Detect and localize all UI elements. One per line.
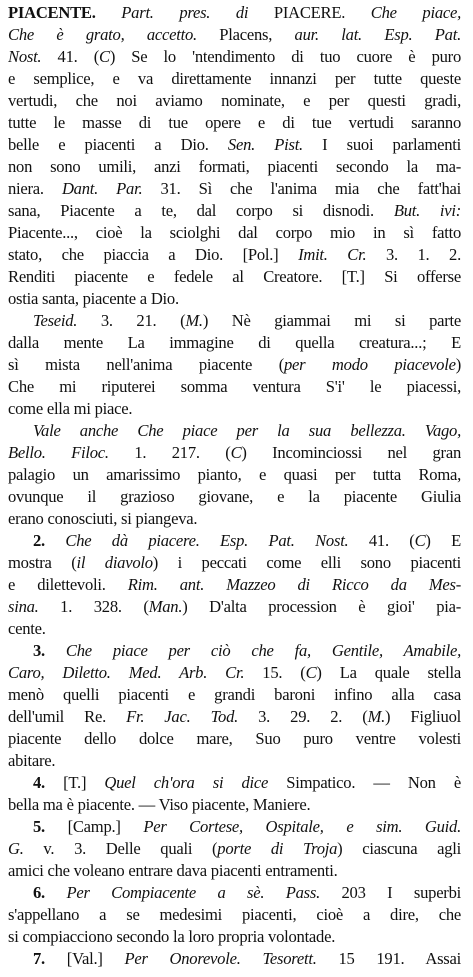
- italic-text: il diavolo: [76, 553, 153, 572]
- sense-number: 2.: [33, 531, 45, 550]
- italic-text: Che è grato, accetto.: [8, 25, 197, 44]
- text-line: [33, 772, 461, 794]
- text-run: [45, 883, 67, 902]
- sense-number: 6.: [33, 883, 45, 902]
- text-run: [45, 641, 66, 660]
- text-line: [8, 354, 461, 376]
- text-run: vertudi, che noi aviamo nominate, e per questi gradi,: [8, 91, 461, 110]
- text-line: [8, 244, 461, 266]
- text-run: dalla mente La immagine di quella creatura...; E: [8, 333, 461, 352]
- text-line: [8, 398, 461, 420]
- text-run: piacente dello dolce mare, Suo puro ventre volesti: [8, 729, 461, 748]
- italic-text: Che piace,: [370, 3, 461, 22]
- text-run: ) E: [425, 531, 461, 550]
- italic-text: Caro, Diletto. Med. Arb. Cr.: [8, 663, 245, 682]
- text-run: stato, che piaccia a Dio. [Pol.]: [8, 245, 299, 264]
- text-line: [8, 508, 461, 530]
- text-line: [8, 750, 461, 772]
- text-line: [8, 596, 461, 618]
- text-line: [8, 2, 461, 24]
- sense-number: PIACENTE.: [8, 3, 96, 22]
- text-line: [8, 662, 461, 684]
- text-run: dell'umil Re.: [8, 707, 127, 726]
- text-line: [8, 794, 461, 816]
- text-run: palagio un amarissimo pianto, e quasi per tutta Roma,: [8, 465, 461, 484]
- text-line: [33, 816, 461, 838]
- text-run: 3. 1. 2.: [366, 245, 461, 264]
- text-run: [Camp.]: [44, 817, 144, 836]
- text-line: [8, 112, 461, 134]
- italic-text: Rim. ant. Mazzeo di Ricco da Mes-: [127, 575, 461, 594]
- sense-number: 5.: [33, 817, 45, 836]
- text-line: [8, 684, 461, 706]
- text-line: [8, 266, 461, 288]
- italic-text: aur. lat.: [294, 25, 362, 44]
- text-run: e semplice, e va direttamente innanzi per tutte queste: [8, 69, 461, 88]
- text-run: tutte le masse di tue opere e di tue vertudi saranno: [8, 113, 461, 132]
- italic-text: Per Compiacente a sè. Pass.: [66, 883, 320, 902]
- italic-text: Vale anche Che piace per la sua bellezza. Vago,: [33, 421, 461, 440]
- text-run: [362, 25, 384, 44]
- text-line: [33, 882, 461, 904]
- text-run: mostra (: [8, 553, 77, 572]
- italic-text: G.: [8, 839, 24, 858]
- text-line: [8, 486, 461, 508]
- text-line: [8, 618, 461, 640]
- text-run: belle e piacenti a Dio.: [8, 135, 228, 154]
- text-run: Renditi piacente e fedele al Creatore. [T.] Si offerse: [8, 267, 461, 286]
- text-run: sana, Piacente a te, dal corpo si disnodi.: [8, 201, 394, 220]
- text-run: Piacente..., cioè la sciolghi dal corpo mio in sì fatto: [8, 223, 461, 242]
- text-run: 1. 217. (: [108, 443, 231, 462]
- text-line: [8, 134, 461, 156]
- text-line: [8, 178, 461, 200]
- text-run: [Val.]: [44, 949, 125, 968]
- italic-text: porte di Troja: [217, 839, 338, 858]
- text-line: [8, 24, 461, 46]
- italic-text: M.: [367, 707, 386, 726]
- text-run: ) Incominciossi nel gran: [241, 443, 461, 462]
- text-line: [8, 156, 461, 178]
- text-run: sì mista nell'anima piacente (: [8, 355, 284, 374]
- italic-text: Per Cortese, Ospitale, e sim. Guid.: [143, 817, 461, 836]
- text-run: [96, 3, 122, 22]
- text-line: [33, 310, 461, 332]
- text-run: Che mi riputerei somma ventura S'i' le piacessi,: [8, 377, 461, 396]
- italic-text: Esp. Pat.: [384, 25, 461, 44]
- text-run: s'appellano a se medesimi piacenti, cioè a dire, che: [8, 905, 461, 924]
- text-line: [8, 332, 461, 354]
- text-line: [33, 420, 461, 442]
- text-line: [8, 706, 461, 728]
- italic-text: per modo piacevole: [284, 355, 456, 374]
- text-line: [8, 90, 461, 112]
- text-line: [33, 640, 461, 662]
- text-run: I suoi parlamenti: [302, 135, 461, 154]
- text-run: non sono umili, anzi formati, piacenti secondo la ma-: [8, 157, 461, 176]
- italic-text: But. ivi:: [393, 201, 461, 220]
- text-run: 1. 328. (: [38, 597, 149, 616]
- text-line: [8, 46, 461, 68]
- text-run: erano conosciuti, si piangeva.: [8, 509, 198, 528]
- italic-text: Per Onorevole. Tesorett.: [124, 949, 317, 968]
- italic-text: Man.: [148, 597, 183, 616]
- italic-text: Nost.: [8, 47, 42, 66]
- italic-text: Quel ch'ora si dice: [104, 773, 269, 792]
- italic-text: M.: [185, 311, 203, 330]
- text-run: [T.]: [44, 773, 105, 792]
- sense-number: 4.: [33, 773, 45, 792]
- italic-text: Imit. Cr.: [298, 245, 367, 264]
- text-run: si compiacciono secondo la loro propria volontade.: [8, 927, 336, 946]
- italic-text: C: [230, 443, 242, 462]
- text-line: [8, 904, 461, 926]
- text-run: bella ma è piacente. — Viso piacente, Maniere.: [8, 795, 311, 814]
- text-run: ) ciascuna agli: [337, 839, 461, 858]
- text-line: [33, 530, 461, 552]
- italic-text: Bello. Filoc.: [8, 443, 109, 462]
- text-run: v. 3. Delle quali (: [23, 839, 218, 858]
- italic-text: Fr. Jac. Tod.: [126, 707, 239, 726]
- text-line: [8, 442, 461, 464]
- text-run: 31. Sì che l'anima mia che fatt'hai: [142, 179, 461, 198]
- italic-text: Che dà piacere. Esp. Pat. Nost.: [65, 531, 349, 550]
- text-run: 3. 29. 2. (: [238, 707, 368, 726]
- text-line: [8, 574, 461, 596]
- text-run: e dilettevoli.: [8, 575, 128, 594]
- text-run: menò quelli piacenti e grandi baroni infino alla casa: [8, 685, 461, 704]
- text-run: ) i peccati come elli sono piacenti: [152, 553, 461, 572]
- text-line: [8, 728, 461, 750]
- text-run: come ella mi piace.: [8, 399, 133, 418]
- sense-number: 3.: [33, 641, 45, 660]
- text-run: ) D'alta procession è gioi' pia-: [182, 597, 461, 616]
- text-line: [8, 552, 461, 574]
- text-line: [8, 464, 461, 486]
- text-line: [8, 68, 461, 90]
- text-run: ostia santa, piacente a Dio.: [8, 289, 179, 308]
- italic-text: Che piace per ciò che fa, Gentile, Amabile,: [65, 641, 461, 660]
- text-line: [8, 222, 461, 244]
- text-line: [8, 838, 461, 860]
- text-run: ovunque il grazioso giovane, e la piacente Giulia: [8, 487, 461, 506]
- text-run: niera.: [8, 179, 62, 198]
- text-run: ) Nè giammai mi si parte: [202, 311, 461, 330]
- text-run: 203 I superbi: [319, 883, 461, 902]
- italic-text: C: [414, 531, 426, 550]
- text-line: [8, 926, 461, 948]
- italic-text: sina.: [8, 597, 39, 616]
- text-run: cente.: [8, 619, 46, 638]
- text-line: [8, 200, 461, 222]
- text-run: 15 191. Assai: [316, 949, 461, 968]
- text-run: abitare.: [8, 751, 56, 770]
- italic-text: Teseid.: [33, 311, 78, 330]
- text-run: ) La quale stella: [316, 663, 461, 682]
- text-line: [8, 376, 461, 398]
- text-line: [8, 860, 461, 882]
- text-run: amici che voleano entrare dava piacenti entramenti.: [8, 861, 338, 880]
- italic-text: Part. pres. di: [121, 3, 249, 22]
- text-line: [33, 948, 461, 970]
- italic-text: C: [305, 663, 317, 682]
- text-run: Placens,: [196, 25, 295, 44]
- text-run: Simpatico. — Non è: [268, 773, 461, 792]
- italic-text: Sen. Pist.: [227, 135, 303, 154]
- text-run: ): [455, 355, 461, 374]
- text-run: 41. (: [41, 47, 99, 66]
- italic-text: C: [98, 47, 110, 66]
- text-run: 15. (: [244, 663, 306, 682]
- text-run: ) Se lo 'ntendimento di tuo cuore è puro: [109, 47, 461, 66]
- italic-text: Dant. Par.: [61, 179, 143, 198]
- text-run: PIACERE.: [248, 3, 371, 22]
- text-run: 3. 21. (: [77, 311, 186, 330]
- text-run: 41. (: [348, 531, 415, 550]
- text-run: ) Figliuol: [385, 707, 461, 726]
- sense-number: 7.: [33, 949, 45, 968]
- text-run: [45, 531, 65, 550]
- text-line: [8, 288, 461, 310]
